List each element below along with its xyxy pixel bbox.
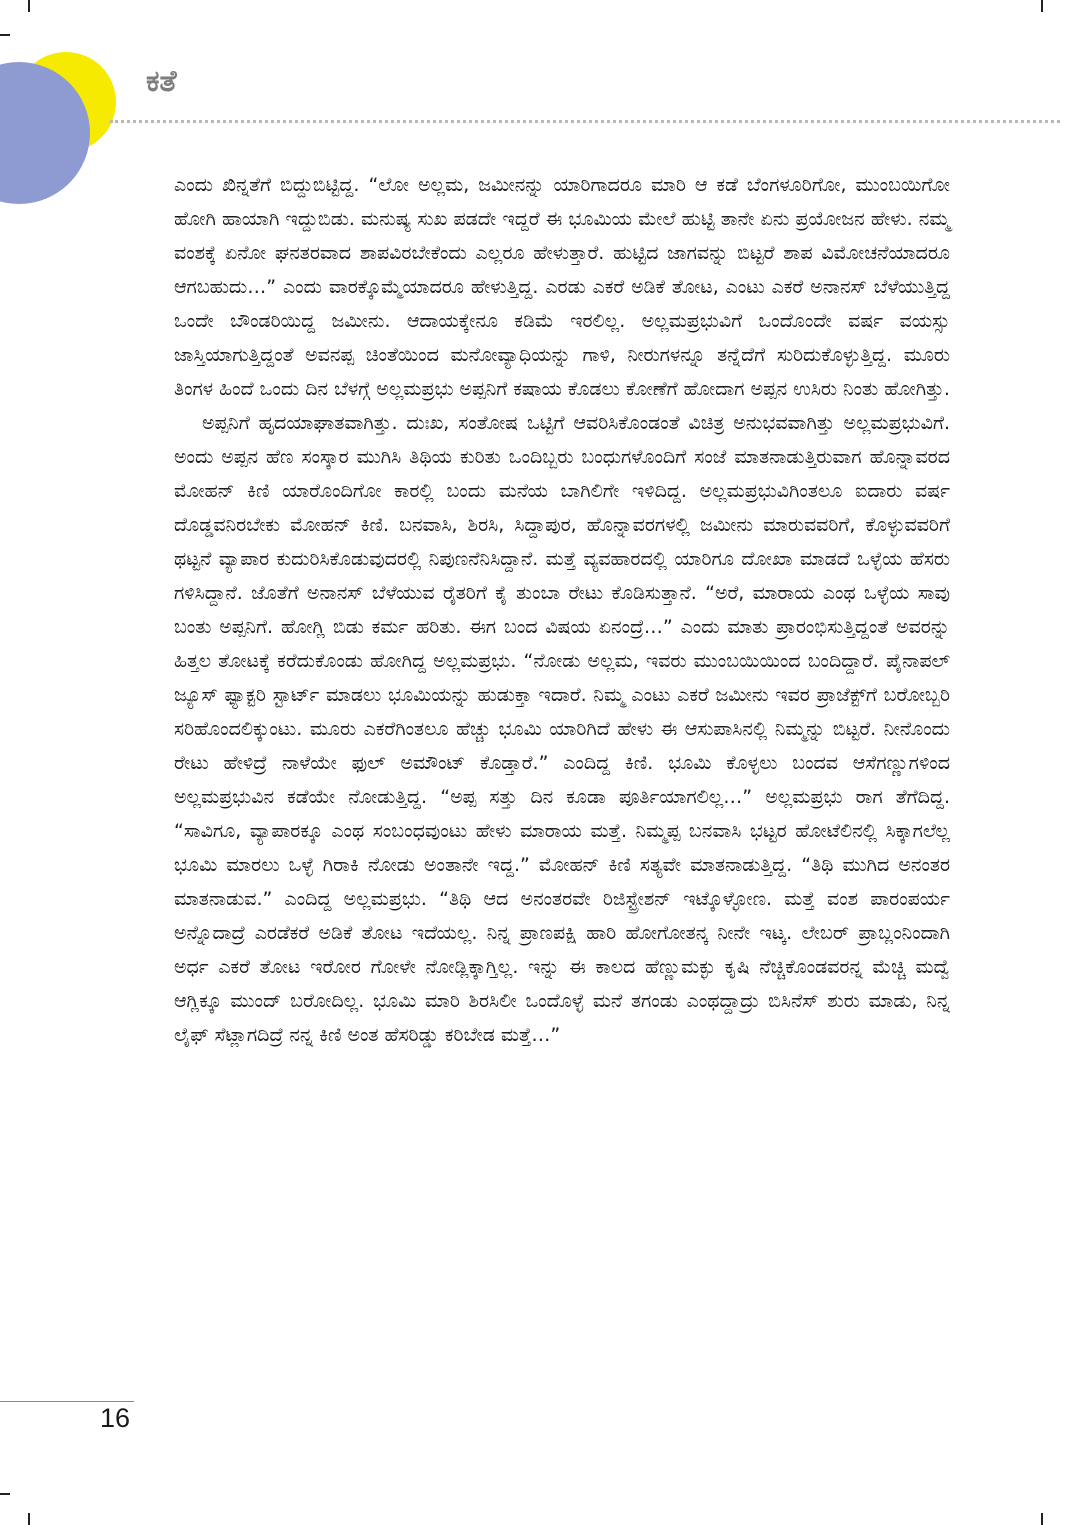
paragraph-1: ಎಂದು ಖಿನ್ನತೆಗೆ ಬಿದ್ದುಬಿಟ್ಟಿದ್ದ. “ಲೋ ಅಲ್ಲಮ, ಜಮೀನನ್ನು ಯಾರಿಗಾದರೂ ಮಾರಿ ಆ ಕಡೆ ಬೆಂಗಳೂರಿಗೋ, ಮುಂಬಯಿಗೋ ಹೋಗಿ ಹಾಯಾಗಿ ಇದ್ದುಬಿಡು. ಮನುಷ್ಯ ಸುಖ ಪಡದೇ ಇದ್ದರೆ ಈ ಭೂಮಿಯ ಮೇಲೆ ಹುಟ್ಟಿ ತಾನೇ ಏನು ಪ್ರಯೋಜನ ಹೇಳು. ನಮ್ಮ ವಂಶಕ್ಕೆ ಏನೋ ಘನತರವಾದ ಶಾಪವಿರಬೇಕೆಂದು ಎಲ್ಲರೂ ಹೇಳುತ್ತಾರೆ. ಹುಟ್ಟಿದ ಜಾಗವನ್ನು ಬಿಟ್ಟರೆ ಶಾಪ ವಿಮೋಚನೆಯಾದರೂ ಆಗಬಹುದು…” ಎಂದು ವಾರಕ್ಕೊಮ್ಮೆಯಾದರೂ ಹೇಳುತ್ತಿದ್ದ. ಎರಡು ಎಕರೆ ಅಡಿಕೆ ತೋಟ, ಎಂಟು ಎಕರೆ ಅನಾನಸ್ ಬೆಳೆಯುತ್ತಿದ್ದ ಒಂದೇ ಬೌಂಡರಿಯಿದ್ದ ಜಮೀನು. ಆದಾಯಕ್ಕೇನೂ ಕಡಿಮೆ ಇರಲಿಲ್ಲ. ಅಲ್ಲಮಪ್ರಭುವಿಗೆ ಒಂದೊಂದೇ ವರ್ಷ ವಯಸ್ಸು ಜಾಸ್ತಿಯಾಗುತ್ತಿದ್ದಂತೆ ಅವನಪ್ಪ ಚಿಂತೆಯಿಂದ ಮನೋವ್ಯಾಧಿಯನ್ನು ಗಾಳಿ, ನೀರುಗಳನ್ನೂ ತನ್ನೆದೆಗೆ ಸುರಿದುಕೊಳ್ಳುತ್ತಿದ್ದ. ಮೂರು ತಿಂಗಳ ಹಿಂದೆ ಒಂದು ದಿನ ಬೆಳಗ್ಗೆ ಅಲ್ಲಮಪ್ರಭು ಅಪ್ಪನಿಗೆ ಕಷಾಯ ಕೊಡಲು ಕೋಣೆಗೆ ಹೋದಾಗ ಅಪ್ಪನ ಉಸಿರು ನಿಂತು ಹೋಗಿತ್ತು. [174, 174, 950, 400]
article-body [174, 168, 950, 1052]
page-number: 16 [100, 1403, 131, 1433]
section-title: ಕತೆ [146, 64, 177, 99]
footer-rule [0, 1401, 134, 1402]
crop-mark-top-right [1041, 0, 1043, 12]
crop-mark-left-top [0, 34, 10, 36]
paragraph-2: ಅಪ್ಪನಿಗೆ ಹೃದಯಾಘಾತವಾಗಿತ್ತು. ದುಃಖ, ಸಂತೋಷ ಒಟ್ಟಿಗೆ ಆವರಿಸಿಕೊಂಡಂತೆ ವಿಚಿತ್ರ ಅನುಭವವಾಗಿತ್ತು ಅಲ್ಲಮಪ್ರಭುವಿಗೆ. ಅಂದು ಅಪ್ಪನ ಹೆಣ ಸಂಸ್ಕಾರ ಮುಗಿಸಿ ತಿಥಿಯ ಕುರಿತು ಒಂದಿಬ್ಬರು ಬಂಧುಗಳೊಂದಿಗೆ ಸಂಜೆ ಮಾತನಾಡುತ್ತಿರುವಾಗ ಹೊನ್ನಾವರದ ಮೋಹನ್ ಕಿಣಿ ಯಾರೊಂದಿಗೋ ಕಾರಲ್ಲಿ ಬಂದು ಮನೆಯ ಬಾಗಿಲಿಗೇ ಇಳಿದಿದ್ದ. ಅಲ್ಲಮಪ್ರಭುವಿಗಿಂತಲೂ ಐದಾರು ವರ್ಷ ದೊಡ್ಡವನಿರಬೇಕು ಮೋಹನ್ ಕಿಣಿ. ಬನವಾಸಿ, ಶಿರಸಿ, ಸಿದ್ದಾಪುರ, ಹೊನ್ನಾವರಗಳಲ್ಲಿ ಜಮೀನು ಮಾರುವವರಿಗೆ, ಕೊಳ್ಳುವವರಿಗೆ ಥಟ್ಟನೆ ವ್ಯಾಪಾರ ಕುದುರಿಸಿಕೊಡುವುದರಲ್ಲಿ ನಿಪುಣನೆನಿಸಿದ್ದಾನೆ. ಮತ್ತೆ ವ್ಯವಹಾರದಲ್ಲಿ ಯಾರಿಗೂ ದೋಖಾ ಮಾಡದೆ ಒಳ್ಳೆಯ ಹೆಸರು ಗಳಿಸಿದ್ದಾನೆ. ಜೊತೆಗೆ ಅನಾನಸ್ ಬೆಳೆಯುವ ರೈತರಿಗೆ ಕೈ ತುಂಬಾ ರೇಟು ಕೊಡಿಸುತ್ತಾನೆ. “ಅರೆ, ಮಾರಾಯ ಎಂಥ ಒಳ್ಳೆಯ ಸಾವು ಬಂತು ಅಪ್ಪನಿಗೆ. ಹೋಗ್ಲಿ ಬಿಡು ಕರ್ಮ ಹರಿತು. ಈಗ ಬಂದ ವಿಷಯ ಏನಂದ್ರೆ…” ಎಂದು ಮಾತು ಪ್ರಾರಂಭಿಸುತ್ತಿದ್ದಂತೆ ಅವರನ್ನು ಹಿತ್ತಲ ತೋಟಕ್ಕೆ ಕರೆದುಕೊಂಡು ಹೋಗಿದ್ದ ಅಲ್ಲಮಪ್ರಭು. “ನೋಡು ಅಲ್ಲಮ, ಇವರು ಮುಂಬಯಿಯಿಂದ ಬಂದಿದ್ದಾರೆ. ಪೈನಾಪಲ್ ಜ್ಯೂಸ್ ಫ್ಯಾಕ್ಟರಿ ಸ್ಟಾರ್ಟ್ ಮಾಡಲು ಭೂಮಿಯನ್ನು ಹುಡುಕ್ತಾ ಇದಾರೆ. ನಿಮ್ಮ ಎಂಟು ಎಕರೆ ಜಮೀನು ಇವರ ಪ್ರಾಜೆಕ್ಟ್‌ಗೆ ಬರೋಬ್ಬರಿ ಸರಿಹೊಂದಲಿಕ್ಕುಂಟು. ಮೂರು ಎಕರೆಗಿಂತಲೂ ಹೆಚ್ಚು ಭೂಮಿ ಯಾರಿಗಿದೆ ಹೇಳು ಈ ಆಸುಪಾಸಿನಲ್ಲಿ ನಿಮ್ಮನ್ನು ಬಿಟ್ಟರೆ. ನೀನೊಂದು ರೇಟು ಹೇಳಿದ್ರೆ ನಾಳೆಯೇ ಫುಲ್ ಅಮೌಂಟ್ ಕೊಡ್ತಾರೆ.” ಎಂದಿದ್ದ ಕಿಣಿ. ಭೂಮಿ ಕೊಳ್ಳಲು ಬಂದವ ಆಸೆಗಣ್ಣುಗಳಿಂದ ಅಲ್ಲಮಪ್ರಭುವಿನ ಕಡೆಯೇ ನೋಡುತ್ತಿದ್ದ. “ಅಪ್ಪ ಸತ್ತು ದಿನ ಕೂಡಾ ಪೂರ್ತಿಯಾಗಲಿಲ್ಲ…” ಅಲ್ಲಮಪ್ರಭು ರಾಗ ತೆಗೆದಿದ್ದ. “ಸಾವಿಗೂ, ವ್ಯಾಪಾರಕ್ಕೂ ಎಂಥ ಸಂಬಂಧವುಂಟು ಹೇಳು ಮಾರಾಯ ಮತ್ತೆ. ನಿಮ್ಮಪ್ಪ ಬನವಾಸಿ ಭಟ್ಟರ ಹೋಟೆಲಿನಲ್ಲಿ ಸಿಕ್ಕಾಗಲೆಲ್ಲ ಭೂಮಿ ಮಾರಲು ಒಳ್ಳೆ ಗಿರಾಕಿ ನೋಡು ಅಂತಾನೇ ಇದ್ದ.” ಮೋಹನ್ ಕಿಣಿ ಸತ್ಯವೇ ಮಾತನಾಡುತ್ತಿದ್ದ. “ತಿಥಿ ಮುಗಿದ ಅನಂತರ ಮಾತನಾಡುವ.” ಎಂದಿದ್ದ ಅಲ್ಲಮಪ್ರಭು. “ತಿಥಿ ಆದ ಅನಂತರವೇ ರಿಜಿಸ್ಟ್ರೇಶನ್ ಇಟ್ಕೊಳ್ಳೋಣ. ಮತ್ತೆ ವಂಶ ಪಾರಂಪರ್ಯ ಅನ್ನೊದಾದ್ರೆ ಎರಡೆಕರೆ ಅಡಿಕೆ ತೋಟ ಇದೆಯಲ್ಲ. ನಿನ್ನ ಪ್ರಾಣಪಕ್ಷಿ ಹಾರಿ ಹೋಗೋತನ್ಕ ನೀನೇ ಇಟ್ಕ. ಲೇಬರ್ ಪ್ರಾಬ್ಲಂನಿಂದಾಗಿ ಅರ್ಧ ಎಕರೆ ತೋಟ ಇರೋರ ಗೋಳೇ ನೋಡ್ಲಿಕ್ಕಾಗ್ತಿಲ್ಲ. ಇನ್ನು ಈ ಕಾಲದ ಹೆಣ್ಣುಮಕ್ಳು ಕೃಷಿ ನೆಚ್ಚಿಕೊಂಡವರನ್ನ ಮೆಚ್ಚಿ ಮದ್ವೆ ಆಗ್ಲಿಕ್ಕೂ ಮುಂದ್ ಬರೋದಿಲ್ಲ. ಭೂಮಿ ಮಾರಿ ಶಿರಸಿಲೀ ಒಂದೊಳ್ಳೆ ಮನೆ ತಗಂಡು ಎಂಥದ್ದಾದ್ರು ಬಿಸಿನೆಸ್ ಶುರು ಮಾಡು, ನಿನ್ನ ಲೈಫ್ ಸೆಟ್ಲಾಗದಿದ್ರೆ ನನ್ನ ಕಿಣಿ ಅಂತ ಹೆಸರಿಡ್ಡು ಕರಿಬೇಡ ಮತ್ತೆ…” [174, 412, 950, 1046]
crop-mark-bottom-right [1041, 1513, 1043, 1525]
header-dotted-rule [110, 120, 1060, 123]
crop-mark-top-left [28, 0, 30, 12]
crop-mark-left-bottom [0, 1493, 10, 1495]
crop-mark-bottom-left [28, 1513, 30, 1525]
